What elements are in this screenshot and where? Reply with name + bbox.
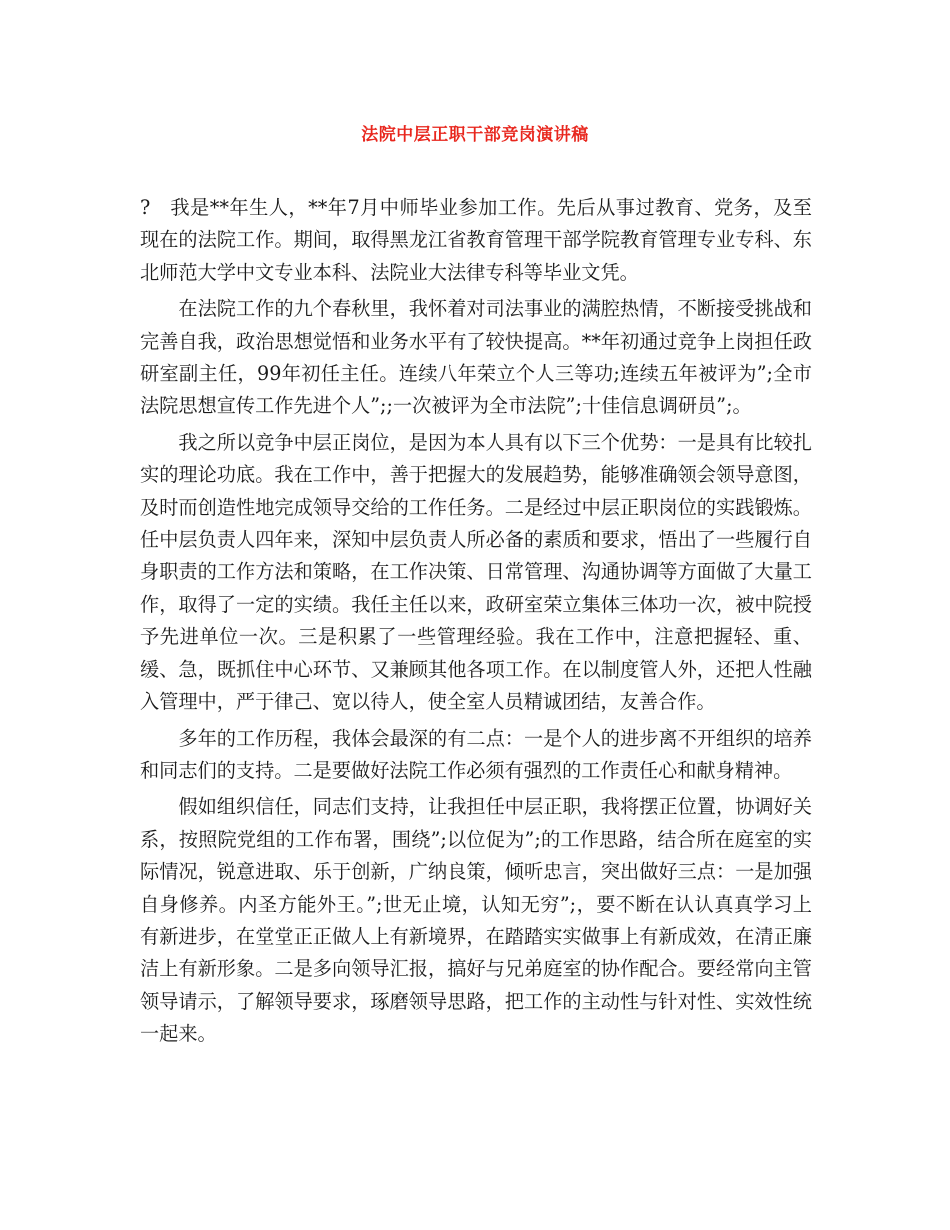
document-body [140,192,812,1055]
paragraph-career: 在法院工作的九个春秋里，我怀着对司法事业的满腔热情，不断接受挑战和完善自我，政治思想觉悟和业务水平有了较快提高。**年初通过竞争上岗担任政研室副主任，99年初任主任。连续八年荣立个人三等功;连续五年被评为”;全市法院思想宣传工作先进个人”;;一次被评为全市法院”;十佳信息调研员”;。 [140,297,812,418]
paragraph-plans: 假如组织信任，同志们支持，让我担任中层正职，我将摆正位置，协调好关系，按照院党组的工作布署，围绕”;以位促为”;的工作思路，结合所在庭室的实际情况，锐意进取、乐于创新，广纳良策，倾听忠言，突出做好三点：一是加强自身修养。内圣方能外王。”;世无止境，认知无穷”;，要不断在认认真真学习上有新进步，在堂堂正正做人上有新境界，在踏踏实实做事上有新成效，在清正廉洁上有新形象。二是多向领导汇报，搞好与兄弟庭室的协作配合。要经常向主管领导请示，了解领导要求，琢磨领导思路，把工作的主动性与针对性、实效性统一起来。 [140,795,812,1046]
document-title: 法院中层正职干部竞岗演讲稿 [361,125,589,145]
paragraph-advantages: 我之所以竞争中层正岗位，是因为本人具有以下三个优势：一是具有比较扎实的理论功底。我在工作中，善于把握大的发展趋势，能够准确领会领导意图，及时而创造性地完成领导交给的工作任务。二是经过中层正职岗位的实践锻炼。任中层负责人四年来，深知中层负责人所必备的素质和要求，悟出了一些履行自身职责的工作方法和策略，在工作决策、日常管理、沟通协调等方面做了大量工作，取得了一定的实绩。我任主任以来，政研室荣立集体三体功一次，被中院授予先进单位一次。三是积累了一些管理经验。我在工作中，注意把握轻、重、缓、急，既抓住中心环节、又兼顾其他各项工作。在以制度管人外，还把人性融入管理中，严于律己、宽以待人，使全室人员精诚团结，友善合作。 [140,430,812,714]
paragraph-experience: 多年的工作历程，我体会最深的有二点：一是个人的进步离不开组织的培养和同志们的支持。二是要做好法院工作必须有强烈的工作责任心和献身精神。 [140,726,812,782]
paragraph-intro: ? 我是**年生人，**年7月中师毕业参加工作。先后从事过教育、党务，及至现在的法院工作。期间，取得黑龙江省教育管理干部学院教育管理专业专科、东北师范大学中文专业本科、法院业大法律专科等毕业文凭。 [140,196,812,284]
